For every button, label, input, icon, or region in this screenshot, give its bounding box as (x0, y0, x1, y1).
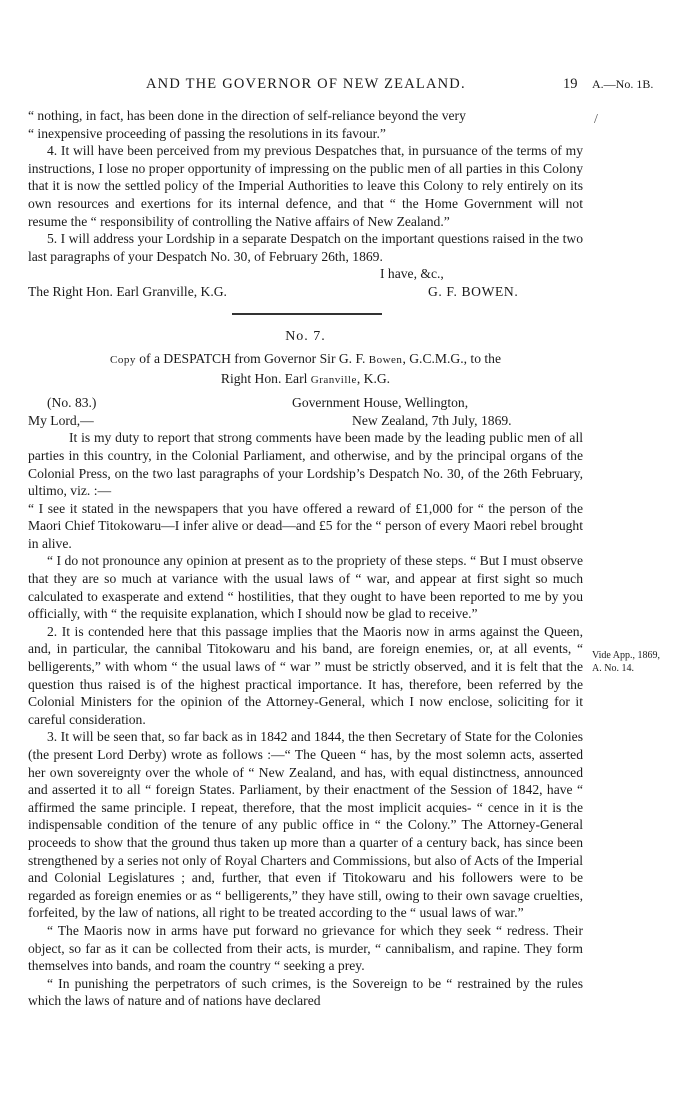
quoted-passage-1: “ I see it stated in the newspapers that you have offered a reward of £1,000 for “ the person of the Maori Chief Titokowaru—I infer alive or dead—and £5 for the “ person of every Maori rebel brought in alive. (28, 500, 583, 551)
continued-quote-line-2: “ inexpensive proceeding of passing the resolutions in its favour.” (28, 125, 386, 141)
margin-note-line-2: A. No. 14. (592, 663, 634, 674)
title-line-2-b: , K.G. (356, 370, 391, 386)
despatch-location: Government House, Wellington, (292, 395, 469, 411)
title-part-1: of a DESPATCH from Governor Sir G. F. (139, 350, 366, 366)
despatch-title-line-2 (28, 370, 583, 390)
title-line-2-a: Right Hon. Earl (220, 370, 308, 386)
running-header (0, 76, 700, 96)
margin-mark: / (594, 112, 598, 127)
paragraph-5: 5. I will address your Lordship in a separate Despatch on the important questions raised in the two last paragraphs of your Despatch No. 30, of February 26th, 1869. (28, 231, 583, 264)
continued-quote-line-1: “ nothing, in fact, has been done in the direction of self-reliance beyond the very (28, 108, 466, 123)
paragraph-2: 2. It is contended here that this passage implies that the Maoris now in arms against the Queen, and, in particular, the cannibal Titokowaru and his band, are foreign enemies, or, at all events, “ belligerents,” with whom “ the usual laws of “ war ” must be strictly observed, and it is felt that the question thus raised is of the highest practical importance. It has, therefore, been referred by the Colonial Ministers for the opinion of the Attorney-General, which I now enclose, soliciting for it careful consideration. (28, 623, 583, 727)
header-title: AND THE GOVERNOR OF NEW ZEALAND. (146, 76, 466, 92)
closing-text: I have, &c., (380, 266, 444, 282)
signature: G. F. BOWEN. (428, 284, 519, 300)
bowen-name: Bowen (368, 353, 403, 366)
despatch-heading-1 (28, 394, 583, 412)
margin-note-line-1: Vide App., 1869, (592, 650, 661, 661)
signature-line (28, 283, 583, 301)
despatch-date: New Zealand, 7th July, 1869. (352, 412, 512, 428)
quoted-passage-4: “ In punishing the perpetrators of such crimes, is the Sovereign to be “ restrained by the rules which the laws of nature and of nations have declared (28, 975, 583, 1009)
despatch-title-line-1 (28, 350, 583, 370)
addressee: The Right Hon. Earl Granville, K.G. (28, 284, 227, 300)
despatch-heading-2 (28, 412, 583, 430)
despatch-number: No. 7. (285, 329, 326, 345)
document-body (28, 107, 583, 1010)
margin-note (592, 649, 692, 675)
intro-paragraph: It is my duty to report that strong comments have been made by the leading public men of all parties in this country, in the Colonial Parliament, and otherwise, and by the principal organs of the Colonial Press, on the two last paragraphs of your Lordship’s Despatch No. 30, of the 26th February, ultimo, viz. :— (28, 430, 583, 499)
granville-name: Granville (310, 373, 357, 386)
despatch-ref-no: (No. 83.) (47, 395, 97, 411)
despatch-title (28, 350, 583, 389)
salutation: My Lord,— (28, 412, 94, 428)
section-divider (232, 313, 382, 315)
paragraph-3: 3. It will be seen that, so far back as in 1842 and 1844, the then Secretary of State for the Colonies (the present Lord Derby) wrote as follows :—“ The Queen “ has, by the most solemn acts, asserted her own sovereignty over the whole of “ New Zealand, and has, with equal distinctness, announced and asserted it to all “ foreign States. Parliament, by their enactment of the Session of 1842, have “ affirmed the same principle. I repeat, therefore, that the most implicit acquies- “ cence in it is the indispensable condition of the tenure of any public office in “ the Colony.” The Attorney-General proceeds to show that the ground thus taken up more than a quarter of a century back, has since been strengthened by a series not only of Royal Charters and Commissions, but also of Acts of the Imperial and Colonial Legislatures ; and, further, that even if Titokowaru and his followers were to be regarded as foreign enemies or as “ belligerents,” they have still, owing to their own savage cruelties, forfeited, by the law of nations, all right to be treated according to the “ usual laws of war.” (28, 729, 583, 921)
paper-reference: A.—No. 1B. (592, 77, 654, 91)
closing-line (28, 265, 583, 283)
copy-word: Copy (110, 353, 136, 366)
quoted-passage-3: “ The Maoris now in arms have put forward no grievance for which they seek “ redress. Their object, so far as it can be collected from their acts, is murder, “ cannibalism, and rapine. They form themselves into bands, and roam the country “ seeking a prey. (28, 922, 583, 974)
title-part-2: , G.C.M.G., to the (402, 350, 501, 366)
quoted-passage-2: “ I do not pronounce any opinion at present as to the propriety of these steps. “ But I must observe that they are so much at variance with the usual laws of “ war, and appear at first sight so much calculated to exasperate and extend “ hostilities, that they ought to have been reported to me by you officially, with “ the requisite explanation, which I should now be glad to receive.” (28, 553, 583, 622)
page-number: 19 (563, 76, 578, 92)
paragraph-4: 4. It will have been perceived from my previous Despatches that, in pursuance of the terms of my instructions, I lose no proper opportunity of impressing on the public men of all parties in this Colony that it is now the settled policy of the Imperial Authorities to leave this Colony to rely entirely on its own resources and exertions for its internal defence, and that “ the Home Government will not resume the “ responsibility of controlling the Native affairs of New Zealand.” (28, 143, 583, 229)
